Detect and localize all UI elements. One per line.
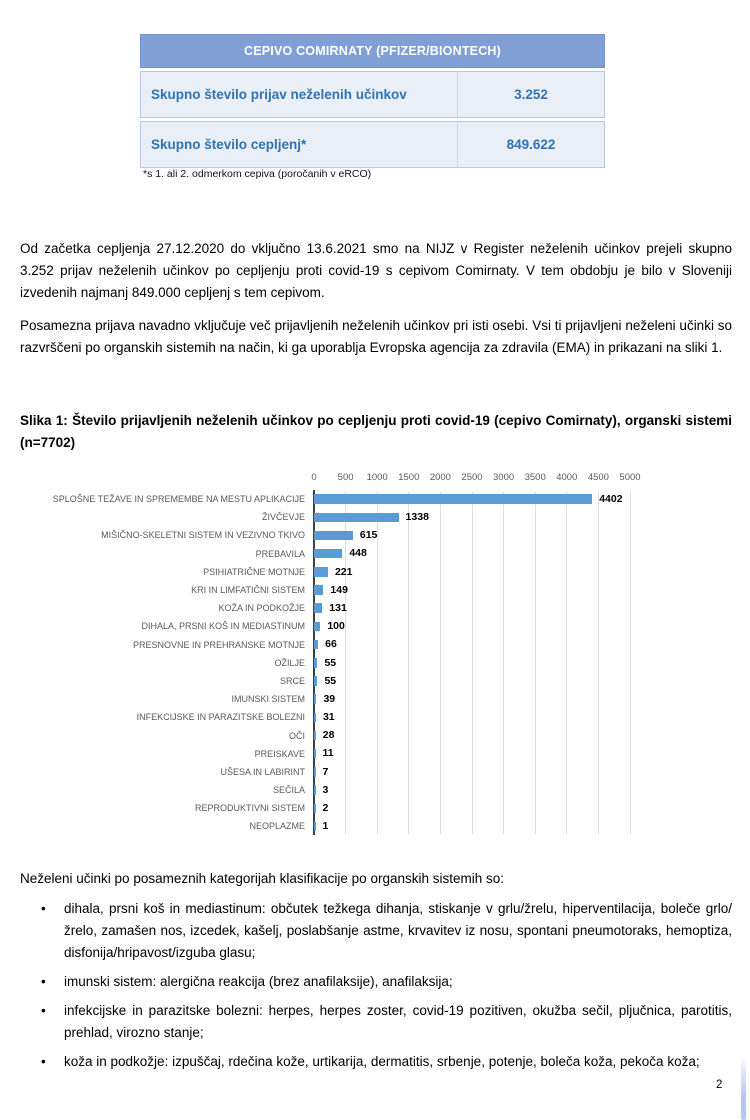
category-label: IMUNSKI SISTEM — [231, 694, 305, 705]
chart-row — [22, 545, 690, 563]
list-intro: Neželeni učinki po posameznih kategorijah klasifikacije po organskih sistemih so: — [20, 871, 504, 886]
bullet-item: • imunski sistem: alergična reakcija (brez anafilaksije), anafilaksija; — [20, 971, 732, 993]
bar — [314, 658, 317, 668]
paragraph-1: Od začetka cepljenja 27.12.2020 do vključno 13.6.2021 smo na NIJZ v Register neželenih učinkov prejeli skupno 3.252 prijav neželenih učinkov po cepljenju proti covid-19 s cepivom Comirnaty. V tem obdobju je bilo v Sloveniji izvedenih najmanj 849.000 cepljenj s tem cepivom. — [20, 241, 732, 300]
chart-row — [22, 617, 690, 635]
bar — [314, 603, 322, 613]
chart-row — [22, 526, 690, 544]
x-tick-label: 3000 — [493, 472, 515, 483]
chart-row — [22, 799, 690, 817]
bar-value-label: 131 — [329, 601, 347, 614]
chart-row — [22, 690, 690, 708]
bar-value-label: 100 — [327, 620, 345, 633]
x-tick-label: 2500 — [461, 472, 483, 483]
row-value: 3.252 — [458, 71, 605, 118]
bar — [314, 513, 399, 523]
x-tick-label: 1500 — [398, 472, 420, 483]
bar-value-label: 55 — [324, 674, 337, 687]
category-label: OČI — [288, 730, 305, 741]
bar-track — [314, 603, 690, 614]
x-tick-label: 500 — [337, 472, 354, 483]
category-label: REPRODUKTIVNI SISTEM — [194, 803, 305, 814]
category-label: SRCE — [279, 675, 305, 686]
bar-track — [314, 494, 690, 505]
chart-plot — [22, 490, 690, 836]
category-label: KOŽA IN PODKOŽJE — [218, 603, 305, 614]
bar-track — [314, 730, 690, 741]
bar-track — [314, 767, 690, 778]
bar-track — [314, 676, 690, 687]
chart-row — [22, 726, 690, 744]
chart-row — [22, 636, 690, 654]
category-label: KRI IN LIMFATIČNI SISTEM — [191, 585, 305, 596]
chart-rows — [22, 490, 690, 836]
bar — [314, 785, 316, 795]
bar-track — [314, 748, 690, 759]
bar-value-label: 66 — [325, 638, 337, 651]
bullet-list — [20, 898, 732, 1080]
category-label: NEOPLAZME — [249, 821, 305, 832]
bar — [314, 713, 316, 723]
bar-value-label: 615 — [359, 529, 378, 542]
summary-table — [140, 31, 605, 171]
chart-row — [22, 745, 690, 763]
x-axis — [311, 470, 690, 490]
x-tick-label: 4500 — [587, 472, 609, 483]
chart-row — [22, 654, 690, 672]
category-label: UŠESA IN LABIRINT — [220, 766, 305, 777]
bar-track — [314, 548, 690, 559]
category-label: INFEKCIJSKE IN PARAZITSKE BOLEZNI — [136, 712, 305, 723]
bar-track — [314, 530, 690, 541]
bar — [314, 804, 316, 814]
bar — [314, 731, 316, 741]
chart-row — [22, 708, 690, 726]
bar — [314, 622, 320, 632]
chart-row — [22, 508, 690, 526]
bar-chart — [22, 470, 690, 836]
bar — [314, 676, 317, 686]
bullet-item: • koža in podkožje: izpuščaj, rdečina kože, urtikarija, dermatitis, srbenje, potenje, boleča koža, pekoča koža; — [20, 1051, 732, 1073]
bar-track — [314, 658, 690, 669]
bar — [314, 822, 316, 832]
chart-row — [22, 581, 690, 599]
bar-track — [314, 639, 690, 650]
table-row — [140, 71, 605, 118]
bar-value-label: 1338 — [405, 511, 429, 524]
chart-row — [22, 763, 690, 781]
bar — [314, 749, 316, 759]
bar-track — [314, 785, 690, 796]
chart-row — [22, 781, 690, 799]
bar — [314, 567, 328, 577]
page-number: 2 — [716, 1079, 723, 1091]
bar — [314, 585, 323, 595]
bar-value-label: 221 — [334, 565, 353, 578]
bar-track — [314, 712, 690, 723]
bar-value-label: 7 — [322, 765, 329, 778]
x-tick-label: 5000 — [619, 472, 641, 483]
bar-track — [314, 803, 690, 814]
bar-track — [314, 694, 690, 705]
bar — [314, 494, 592, 504]
bar-value-label: 39 — [323, 692, 336, 705]
category-label: PREISKAVE — [254, 748, 305, 759]
x-tick-label: 4000 — [556, 472, 578, 483]
chart-row — [22, 563, 690, 581]
x-tick-label: 0 — [311, 472, 317, 483]
x-tick-label: 1000 — [366, 472, 388, 483]
bar-value-label: 55 — [324, 656, 337, 669]
category-label: MIŠIČNO-SKELETNI SISTEM IN VEZIVNO TKIVO — [101, 530, 305, 541]
chart-row — [22, 817, 690, 835]
category-label: DIHALA, PRSNI KOŠ IN MEDIASTINUM — [141, 621, 305, 632]
table-row — [140, 121, 605, 168]
bar-track — [314, 621, 690, 632]
category-label: OŽILJE — [274, 657, 305, 668]
paragraph-2: Posamezna prijava navadno vključuje več prijavljenih neželenih učinkov pri isti osebi. Vsi ti prijavljeni neželeni učinki so razvrščeni po organskih sistemih na način, ki ga uporablja Evropska agencija za zdravila (EMA) in prikazani na sliki 1. — [20, 318, 732, 355]
category-label: PREBAVILA — [255, 548, 305, 559]
bar-value-label: 28 — [322, 729, 335, 742]
table-title: CEPIVO COMIRNATY (PFIZER/BIONTECH) — [140, 34, 605, 68]
bar-value-label: 11 — [322, 747, 334, 760]
chart-row — [22, 490, 690, 508]
bar-value-label: 1 — [322, 820, 329, 833]
bullet-item: • dihala, prsni koš in mediastinum: občutek težkega dihanja, stiskanje v grlu/žrelu, hiperventilacija, boleče grlo/žrelo, zamašen nos, izcedek, kašelj, poslabšanje astme, krvavitev iz nosu, spontani pneumotoraks, hemoptiza, disfonija/hripavost/izguba glasu; — [20, 898, 732, 964]
bar — [314, 640, 318, 650]
bar-track — [314, 585, 690, 596]
chart-row — [22, 599, 690, 617]
bar — [314, 531, 353, 541]
x-tick-label: 2000 — [429, 472, 451, 483]
row-value: 849.622 — [458, 121, 605, 168]
row-label: Skupno število cepljenj* — [140, 121, 458, 168]
bar-value-label: 448 — [349, 547, 367, 560]
bullet-item: • infekcijske in parazitske bolezni: herpes, herpes zoster, covid-19 pozitiven, okužba sečil, pljučnica, parotitis, prehlad, virozno stanje; — [20, 1000, 732, 1044]
category-label: PSIHIATRIČNE MOTNJE — [203, 566, 305, 577]
category-label: ŽIVČEVJE — [261, 512, 305, 523]
bar — [314, 767, 316, 777]
table-body — [140, 71, 605, 168]
bar — [314, 694, 316, 704]
bar-value-label: 4402 — [599, 492, 623, 505]
bar-value-label: 149 — [330, 583, 348, 596]
right-edge-bar — [741, 1060, 746, 1120]
category-label: PRESNOVNE IN PREHRANSKE MOTNJE — [132, 639, 305, 650]
bar-track — [314, 567, 690, 578]
bar-value-label: 31 — [322, 711, 335, 724]
row-label: Skupno število prijav neželenih učinkov — [140, 71, 458, 118]
bar-track — [314, 821, 690, 832]
table-footnote: *s 1. ali 2. odmerkom cepiva (poročanih v eRCO) — [143, 168, 372, 180]
chart-row — [22, 672, 690, 690]
figure-caption: Slika 1: Število prijavljenih neželenih učinkov po cepljenju proti covid-19 (cepivo Comirnaty), organski sistemi (n=7702) — [20, 413, 732, 450]
bar-track — [314, 512, 690, 523]
category-label: SEČILA — [272, 785, 305, 796]
category-label: SPLOŠNE TEŽAVE IN SPREMEMBE NA MESTU APLIKACIJE — [52, 494, 305, 505]
bar-value-label: 3 — [322, 783, 329, 796]
bar — [314, 549, 342, 559]
bar-value-label: 2 — [322, 802, 329, 815]
x-tick-label: 3500 — [524, 472, 546, 483]
